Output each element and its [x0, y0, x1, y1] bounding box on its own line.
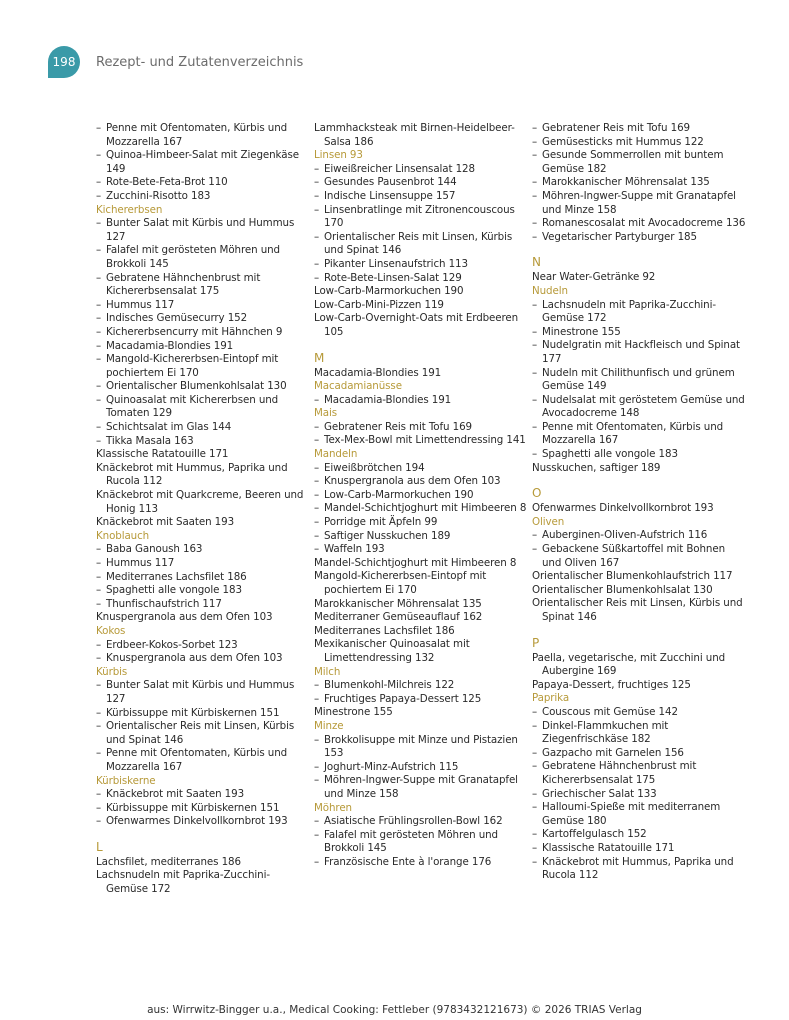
index-sub-entry: – Mediterranes Lachsfilet 186	[96, 571, 311, 585]
index-sub-entry: – Gebratener Reis mit Tofu 169	[532, 122, 747, 136]
index-sub-entry: – Falafel mit gerösteten Möhren und Brokkoli 145	[96, 244, 311, 271]
index-entry: Mexikanischer Quinoasalat mit Limettendressing 132	[314, 638, 470, 664]
index-sub-entry: – Möhren-Ingwer-Suppe mit Granatapfel und Minze 158	[314, 774, 529, 801]
index-sub-entry: – Auberginen-Oliven-Aufstrich 116	[532, 529, 747, 543]
index-sub-entry: – Gesunde Sommerrollen mit buntem Gemüse 182	[532, 149, 747, 176]
index-sub-entry: – Vegetarischer Partyburger 185	[532, 231, 747, 245]
index-entry: Lammhacksteak mit Birnen-Heidelbeer-Salsa 186	[314, 122, 515, 148]
index-sub-entry: – Minestrone 155	[532, 326, 747, 340]
index-sub-entry: – Macadamia-Blondies 191	[314, 394, 529, 408]
index-sub-entry: – Joghurt-Minz-Aufstrich 115	[314, 761, 529, 775]
index-entry: Knuspergranola aus dem Ofen 103	[96, 611, 273, 624]
index-letter-heading: O	[532, 486, 542, 501]
index-sub-entry: – Quinoa-Himbeer-Salat mit Ziegenkäse 149	[96, 149, 311, 176]
index-sub-entry: – Möhren-Ingwer-Suppe mit Granatapfel und Minze 158	[532, 190, 747, 217]
index-sub-entry: – Gesundes Pausenbrot 144	[314, 176, 529, 190]
index-sub-entry: – Falafel mit gerösteten Möhren und Brokkoli 145	[314, 829, 529, 856]
index-entry: Orientalischer Reis mit Linsen, Kürbis und Spinat 146	[532, 597, 743, 623]
index-sub-entry: – Gebackene Süßkartoffel mit Bohnen und Oliven 167	[532, 543, 747, 570]
index-sub-entry: – Orientalischer Reis mit Linsen, Kürbis und Spinat 146	[314, 231, 529, 258]
index-entry: Knäckebrot mit Saaten 193	[96, 516, 235, 529]
index-category: Möhren	[314, 801, 352, 814]
index-sub-entry: – Mandel-Schichtjoghurt mit Himbeeren 8	[314, 502, 529, 516]
index-sub-entry: – Knäckebrot mit Hummus, Paprika und Rucola 112	[532, 856, 747, 883]
index-sub-entry: – Tex-Mex-Bowl mit Limettendressing 141	[314, 434, 529, 448]
index-sub-entry: – Dinkel-Flammkuchen mit Ziegenfrischkäse 182	[532, 720, 747, 747]
index-sub-entry: – Romanescosalat mit Avocadocreme 136	[532, 217, 747, 231]
index-entry: Orientalischer Blumenkohlsalat 130	[532, 583, 713, 596]
index-entry: Mangold-Kichererbsen-Eintopf mit pochiertem Ei 170	[314, 570, 487, 596]
index-sub-entry: – Waffeln 193	[314, 543, 529, 557]
index-entry: Mediterranes Lachsfilet 186	[314, 624, 455, 637]
footer-citation: aus: Wirrwitz-Bingger u.a., Medical Cooking: Fettleber (9783432121673) © 2026 TRIAS Verlag	[147, 1004, 642, 1016]
index-category: Macadamianüsse	[314, 380, 402, 393]
index-sub-entry: – Lachsnudeln mit Paprika-Zucchini-Gemüse 172	[532, 299, 747, 326]
index-sub-entry: – Linsenbratlinge mit Zitronencouscous 170	[314, 204, 529, 231]
index-sub-entry: – Blumenkohl-Milchreis 122	[314, 679, 529, 693]
index-letter-heading: L	[96, 839, 103, 854]
index-entry: Lachsnudeln mit Paprika-Zucchini-Gemüse 172	[96, 869, 270, 896]
index-column-3	[532, 122, 747, 883]
index-entry: Ofenwarmes Dinkelvollkornbrot 193	[532, 502, 714, 515]
index-sub-entry: – Ofenwarmes Dinkelvollkornbrot 193	[96, 815, 311, 829]
index-sub-entry: – Tikka Masala 163	[96, 435, 311, 449]
index-entry: Macadamia-Blondies 191	[314, 366, 442, 379]
index-sub-entry: – Marokkanischer Möhrensalat 135	[532, 176, 747, 190]
index-sub-entry: – Saftiger Nusskuchen 189	[314, 530, 529, 544]
index-sub-entry: – Kartoffelgulasch 152	[532, 828, 747, 842]
index-sub-entry: – Nudelgratin mit Hackfleisch und Spinat 177	[532, 339, 747, 366]
index-sub-entry: – Fruchtiges Papaya-Dessert 125	[314, 693, 529, 707]
index-entry: Minestrone 155	[314, 706, 393, 719]
page-title: Rezept- und Zutatenverzeichnis	[96, 55, 304, 70]
index-entry: Klassische Ratatouille 171	[96, 448, 229, 461]
index-sub-entry: – Gazpacho mit Garnelen 156	[532, 747, 747, 761]
index-sub-entry: – Zucchini-Risotto 183	[96, 190, 311, 204]
index-category: Linsen 93	[314, 149, 363, 162]
index-sub-entry: – Nudeln mit Chilithunfisch und grünem Gemüse 149	[532, 367, 747, 394]
index-category: Knoblauch	[96, 529, 150, 542]
index-category: Milch	[314, 665, 341, 678]
index-entry: Nusskuchen, saftiger 189	[532, 461, 661, 474]
index-sub-entry: – Gebratene Hähnchenbrust mit Kichererbsensalat 175	[96, 272, 311, 299]
index-sub-entry: – Kichererbsencurry mit Hähnchen 9	[96, 326, 311, 340]
index-column-2	[314, 122, 529, 869]
index-sub-entry: – Erdbeer-Kokos-Sorbet 123	[96, 639, 311, 653]
index-sub-entry: – Bunter Salat mit Kürbis und Hummus 127	[96, 679, 311, 706]
index-sub-entry: – Low-Carb-Marmorkuchen 190	[314, 489, 529, 503]
index-sub-entry: – Orientalischer Blumenkohlsalat 130	[96, 380, 311, 394]
index-sub-entry: – Spaghetti alle vongole 183	[532, 448, 747, 462]
index-sub-entry: – Penne mit Ofentomaten, Kürbis und Mozzarella 167	[96, 747, 311, 774]
index-category: Kürbis	[96, 665, 128, 678]
index-letter-heading: N	[532, 255, 541, 270]
index-sub-entry: – Gebratener Reis mit Tofu 169	[314, 421, 529, 435]
index-sub-entry: – Spaghetti alle vongole 183	[96, 584, 311, 598]
index-column-1	[96, 122, 311, 897]
index-entry: Low-Carb-Marmorkuchen 190	[314, 285, 464, 298]
index-sub-entry: – Eiweißreicher Linsensalat 128	[314, 163, 529, 177]
index-sub-entry: – Couscous mit Gemüse 142	[532, 706, 747, 720]
index-sub-entry: – Penne mit Ofentomaten, Kürbis und Mozzarella 167	[532, 421, 747, 448]
index-sub-entry: – Indisches Gemüsecurry 152	[96, 312, 311, 326]
index-sub-entry: – Orientalischer Reis mit Linsen, Kürbis und Spinat 146	[96, 720, 311, 747]
index-category: Mandeln	[314, 448, 358, 461]
index-sub-entry: – Porridge mit Äpfeln 99	[314, 516, 529, 530]
index-sub-entry: – Mangold-Kichererbsen-Eintopf mit pochiertem Ei 170	[96, 353, 311, 380]
index-category: Kürbiskerne	[96, 774, 156, 787]
index-sub-entry: – Knuspergranola aus dem Ofen 103	[314, 475, 529, 489]
index-category: Paprika	[532, 692, 570, 705]
index-category: Oliven	[532, 515, 565, 528]
index-sub-entry: – Pikanter Linsenaufstrich 113	[314, 258, 529, 272]
index-entry: Low-Carb-Mini-Pizzen 119	[314, 298, 444, 311]
index-sub-entry: – Indische Linsensuppe 157	[314, 190, 529, 204]
index-sub-entry: – Thunfischaufstrich 117	[96, 598, 311, 612]
index-sub-entry: – Hummus 117	[96, 557, 311, 571]
index-category: Mais	[314, 407, 338, 420]
index-sub-entry: – Knäckebrot mit Saaten 193	[96, 788, 311, 802]
index-entry: Knäckebrot mit Hummus, Paprika und Rucola 112	[96, 461, 288, 488]
index-sub-entry: – Schichtsalat im Glas 144	[96, 421, 311, 435]
index-sub-entry: – Rote-Bete-Feta-Brot 110	[96, 176, 311, 190]
index-sub-entry: – Klassische Ratatouille 171	[532, 842, 747, 856]
index-category: Kokos	[96, 624, 126, 637]
index-entry: Mandel-Schichtjoghurt mit Himbeeren 8	[314, 556, 517, 569]
index-sub-entry: – Nudelsalat mit geröstetem Gemüse und Avocadocreme 148	[532, 394, 747, 421]
index-sub-entry: – Asiatische Frühlingsrollen-Bowl 162	[314, 815, 529, 829]
index-entry: Papaya-Dessert, fruchtiges 125	[532, 678, 691, 691]
index-letter-heading: M	[314, 350, 325, 365]
index-sub-entry: – Halloumi-Spieße mit mediterranem Gemüse 180	[532, 801, 747, 828]
index-sub-entry: – Kürbissuppe mit Kürbiskernen 151	[96, 707, 311, 721]
index-entry: Lachsfilet, mediterranes 186	[96, 855, 241, 868]
page-number: 198	[52, 55, 76, 69]
index-sub-entry: – Bunter Salat mit Kürbis und Hummus 127	[96, 217, 311, 244]
index-sub-entry: – Knuspergranola aus dem Ofen 103	[96, 652, 311, 666]
index-entry: Orientalischer Blumenkohlaufstrich 117	[532, 570, 733, 583]
index-sub-entry: – Gemüsesticks mit Hummus 122	[532, 136, 747, 150]
index-entry: Marokkanischer Möhrensalat 135	[314, 597, 482, 610]
index-sub-entry: – Eiweißbrötchen 194	[314, 462, 529, 476]
index-sub-entry: – Gebratene Hähnchenbrust mit Kichererbsensalat 175	[532, 760, 747, 787]
index-entry: Low-Carb-Overnight-Oats mit Erdbeeren 105	[314, 312, 519, 338]
index-entry: Knäckebrot mit Quarkcreme, Beeren und Honig 113	[96, 489, 304, 515]
index-letter-heading: P	[532, 635, 540, 650]
index-sub-entry: – Quinoasalat mit Kichererbsen und Tomaten 129	[96, 394, 311, 421]
index-sub-entry: – Macadamia-Blondies 191	[96, 340, 311, 354]
index-sub-entry: – Kürbissuppe mit Kürbiskernen 151	[96, 802, 311, 816]
page-number-badge	[48, 46, 80, 78]
index-category: Nudeln	[532, 284, 568, 297]
index-sub-entry: – Baba Ganoush 163	[96, 543, 311, 557]
index-sub-entry: – Französische Ente à l'orange 176	[314, 856, 529, 870]
index-entry: Mediterraner Gemüseauflauf 162	[314, 611, 483, 624]
index-category: Minze	[314, 719, 344, 732]
index-sub-entry: – Brokkolisuppe mit Minze und Pistazien 153	[314, 734, 529, 761]
index-sub-entry: – Griechischer Salat 133	[532, 788, 747, 802]
index-sub-entry: – Rote-Bete-Linsen-Salat 129	[314, 272, 529, 286]
index-sub-entry: – Hummus 117	[96, 299, 311, 313]
index-category: Kichererbsen	[96, 203, 163, 216]
index-entry: Paella, vegetarische, mit Zucchini und Aubergine 169	[532, 651, 726, 678]
index-sub-entry: – Penne mit Ofentomaten, Kürbis und Mozzarella 167	[96, 122, 311, 149]
index-entry: Near Water-Getränke 92	[532, 271, 656, 284]
